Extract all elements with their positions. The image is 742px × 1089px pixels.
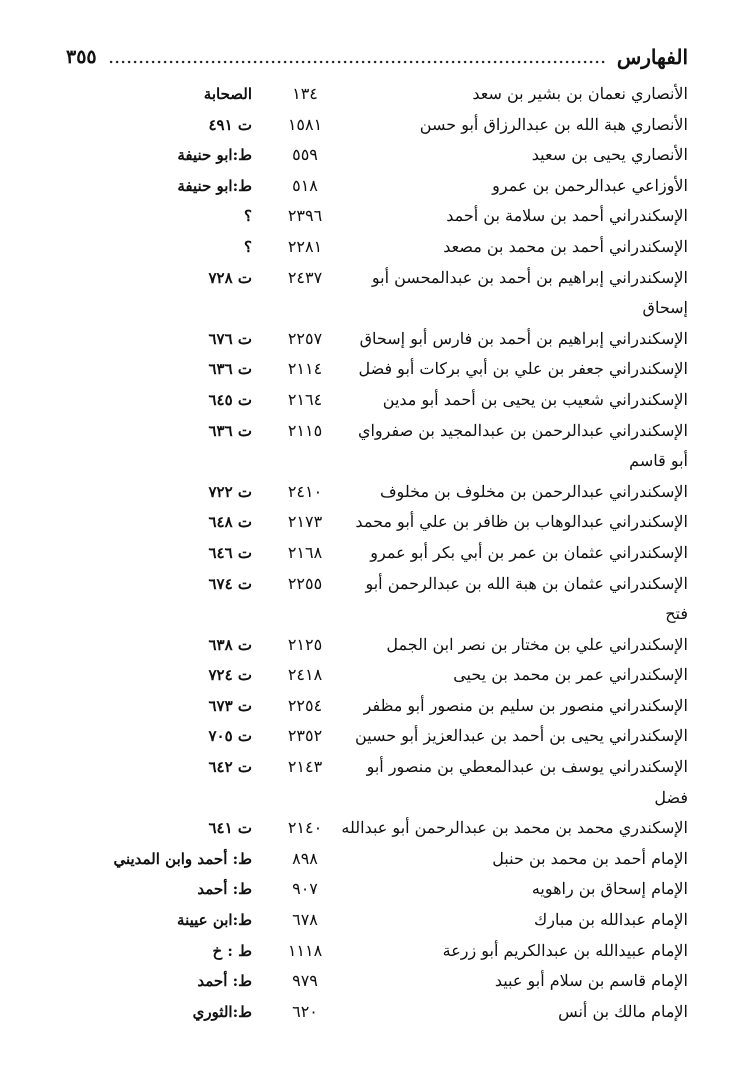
entry-number: ٢١١٤ (287, 359, 323, 379)
index-entry (66, 721, 688, 752)
index-entry (66, 140, 688, 171)
page-title: الفهارس (616, 45, 688, 69)
entry-name: الإمام عبدالله بن مبارك (534, 910, 688, 930)
entry-number: ٢٢٥٧ (287, 328, 323, 348)
index-entry (66, 416, 688, 447)
entry-number: ٢٤١٨ (287, 665, 323, 685)
index-entry (66, 79, 688, 110)
entry-name: الإمام قاسم بن سلام أبو عبيد (494, 971, 688, 991)
entry-number: ٢٣٩٦ (287, 206, 323, 226)
entry-number: ١٣٤ (292, 84, 318, 103)
entry-name: الأوزاعي عبدالرحمن بن عمرو (492, 175, 688, 195)
entry-note: ت ٧٢٨ (208, 268, 252, 287)
entry-note: ت ٧٢٤ (208, 666, 252, 685)
entry-note: ت ٧٢٢ (208, 482, 252, 501)
entry-note: ط:ابو حنيفة (177, 176, 252, 195)
index-entry (66, 660, 688, 691)
index-entry (66, 171, 688, 202)
entry-name: الإسكندراني إبراهيم بن أحمد بن عبدالمحسن أبو (371, 267, 688, 287)
entry-name: الإسكندراني يحيى بن أحمد بن عبدالعزيز أبو حسين (354, 726, 688, 746)
entry-number: ٥١٨ (292, 175, 318, 195)
entry-name: الإسكندري محمد بن محمد بن عبدالرحمن أبو عبدالله (341, 818, 688, 838)
entry-note: ط: أحمد (197, 880, 252, 899)
entry-note: ت ٦٧٣ (208, 696, 252, 715)
entry-name: الإمام عبيدالله بن عبدالكريم أبو زرعة (442, 940, 688, 960)
entry-name: فضل (654, 787, 688, 807)
index-entry (66, 324, 688, 355)
entry-name: الإمام مالك بن أنس (558, 1001, 688, 1021)
index-entry (66, 874, 688, 905)
entry-note: ت ٦٤٢ (208, 758, 252, 777)
entry-note: ط: أحمد (197, 972, 252, 991)
entry-note: ت ٤٩١ (208, 115, 252, 134)
entry-note: ت ٧٠٥ (208, 727, 252, 746)
entry-name: الإسكندراني إبراهيم بن أحمد بن فارس أبو إسحاق (359, 328, 688, 348)
entry-number: ٨٩٨ (292, 848, 318, 868)
entry-note: ط:ابو حنيفة (177, 146, 252, 165)
entry-name: الإسكندراني عثمان بن هبة الله بن عبدالرحمن أبو (365, 573, 688, 593)
entry-number: ٩٠٧ (292, 879, 318, 899)
entry-number: ٢١٦٨ (287, 542, 323, 562)
entry-note: ط:الثوري (192, 1002, 252, 1021)
index-entry (66, 752, 688, 783)
index-entry (66, 691, 688, 722)
index-entry (66, 110, 688, 141)
entry-name: الإسكندراني علي بن مختار بن نصر ابن الجمل (386, 634, 688, 654)
entry-number: ١١١٨ (287, 940, 323, 960)
entry-number: ٢١٢٥ (287, 634, 323, 654)
index-entry (66, 997, 688, 1028)
entry-note: ت ٦٤٨ (208, 513, 252, 532)
entry-name: الإسكندراني جعفر بن علي بن أبي بركات أبو فضل (358, 359, 688, 379)
index-entry (66, 813, 688, 844)
page-number: ٣٥٥ (66, 46, 97, 68)
entry-name: الإمام إسحاق بن راهويه (531, 879, 688, 899)
entry-name: الإسكندراني منصور بن سليم بن منصور أبو مظفر (363, 695, 688, 715)
entry-name: فتح (665, 604, 688, 624)
entry-note: ؟ (244, 207, 252, 226)
entry-note: ت ٦٣٦ (208, 360, 252, 379)
index-entry (66, 966, 688, 997)
page-header (66, 40, 688, 74)
entry-note: ط: أحمد وابن المديني (113, 849, 252, 868)
index-entry (66, 936, 688, 967)
index-entry (66, 507, 688, 538)
index-entry (66, 263, 688, 294)
entry-note: الصحابة (203, 85, 252, 103)
entry-note: ت ٦٧٦ (208, 329, 252, 348)
entry-note: ت ٦٤١ (208, 819, 252, 838)
entry-name: الأنصاري نعمان بن بشير بن سعد (472, 84, 688, 103)
index-entry (66, 477, 688, 508)
index-entry (66, 354, 688, 385)
entry-note: ت ٦٣٦ (208, 421, 252, 440)
entry-number: ٢١٤٠ (287, 818, 323, 838)
entry-name: الإمام أحمد بن محمد بن حنبل (492, 848, 688, 868)
entry-number: ٢٢٥٤ (287, 695, 323, 715)
entry-number: ٢١٤٣ (287, 757, 323, 777)
entry-name: الأنصاري يحيى بن سعيد (531, 145, 688, 165)
index-entries (66, 79, 688, 1027)
entry-name: الإسكندراني عمر بن محمد بن يحيى (453, 665, 688, 685)
entry-name: الإسكندراني يوسف بن عبدالمعطي بن منصور أبو (366, 757, 688, 777)
entry-name: الإسكندراني أحمد بن سلامة بن أحمد (446, 206, 688, 226)
index-entry (66, 844, 688, 875)
entry-name: الإسكندراني عثمان بن عمر بن أبي بكر أبو عمرو (370, 542, 688, 562)
entry-number: ٢٣٥٢ (287, 726, 323, 746)
index-entry-continuation (66, 783, 688, 814)
entry-number: ١٥٨١ (287, 114, 323, 134)
entry-number: ٢١٦٤ (287, 389, 323, 409)
entry-name: الإسكندراني عبدالرحمن بن مخلوف بن مخلوف (379, 481, 688, 501)
index-entry (66, 201, 688, 232)
index-entry (66, 232, 688, 263)
entry-note: ط:ابن عيينة (177, 911, 252, 930)
index-entry-continuation (66, 599, 688, 630)
entry-number: ٢٢٨١ (287, 236, 323, 256)
index-entry (66, 569, 688, 600)
entry-number: ٩٧٩ (292, 971, 318, 991)
index-entry (66, 538, 688, 569)
index-entry-continuation (66, 446, 688, 477)
entry-number: ٥٥٩ (292, 145, 318, 165)
entry-name: الإسكندراني عبدالرحمن بن عبدالمجيد بن صفرواي (357, 420, 688, 440)
entry-note: ت ٦٤٥ (208, 390, 252, 409)
entry-note: ت ٦٣٨ (208, 635, 252, 654)
entry-name: الإسكندراني شعيب بن يحيى بن أحمد أبو مدين (382, 389, 688, 409)
entry-name: الإسكندراني أحمد بن محمد بن مصعد (443, 236, 688, 256)
index-entry (66, 630, 688, 661)
entry-note: ؟ (244, 237, 252, 256)
index-entry (66, 385, 688, 416)
entry-name: الأنصاري هبة الله بن عبدالرزاق أبو حسن (419, 114, 688, 134)
entry-number: ٦٢٠ (292, 1001, 318, 1021)
entry-number: ٢١١٥ (287, 420, 323, 440)
entry-note: ط : خ (212, 941, 252, 960)
entry-note: ت ٦٤٦ (208, 543, 252, 562)
index-entry (66, 905, 688, 936)
index-entry-continuation (66, 293, 688, 324)
leader-dots (107, 60, 607, 64)
entry-note: ت ٦٧٤ (208, 574, 252, 593)
entry-name: الإسكندراني عبدالوهاب بن ظافر بن علي أبو محمد (355, 512, 688, 532)
entry-number: ٢١٧٣ (287, 512, 323, 532)
entry-number: ٦٧٨ (292, 910, 318, 930)
entry-number: ٢٤٣٧ (287, 267, 323, 287)
entry-name: أبو قاسم (629, 451, 688, 471)
entry-name: إسحاق (642, 298, 688, 318)
entry-number: ٢٤١٠ (287, 481, 323, 501)
entry-number: ٢٢٥٥ (287, 573, 323, 593)
